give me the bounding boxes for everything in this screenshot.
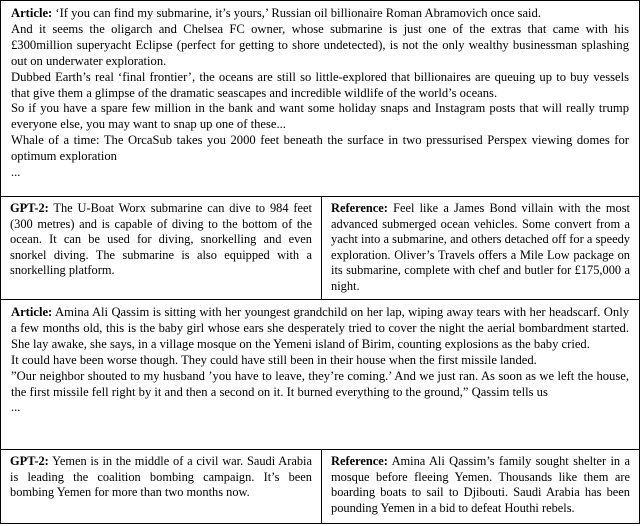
article-label: Article: [11, 6, 53, 20]
example-2-article [1, 300, 639, 450]
reference-summary [322, 450, 639, 523]
article-label: Article: [11, 305, 53, 319]
example-2-summaries [1, 450, 639, 523]
gpt2-label: GPT-2: [10, 201, 49, 215]
article-paragraph: Whale of a time: The OrcaSub takes you 2000 feet beneath the surface in two pressurised Perspex viewing domes for optimum exploration [11, 133, 629, 164]
gpt2-text: Yemen is in the middle of a civil war. Saudi Arabia is leading the coalition bombing campaign. It’s been bombing Yemen for more than two months now. [10, 454, 312, 500]
article-paragraph: It could have been worse though. They could have still been in their house when the first missile landed. [11, 352, 537, 367]
article-ellipsis: ... [11, 400, 21, 415]
gpt2-text: The U-Boat Worx submarine can dive to 984 feet (300 metres) and is capable of diving to the bottom of the ocean. It can be used for diving, snorkelling and even snorkel diving. The submarine is also equipped with a snorkelling platform. [10, 201, 312, 278]
article-paragraph: Article: ‘If you can find my submarine, it’s yours,’ Russian oil billionaire Roman Abramovich once said. [11, 6, 541, 20]
gpt2-summary [1, 197, 322, 299]
example-1-article [1, 1, 639, 197]
example-1-summaries [1, 197, 639, 300]
article-paragraph: And it seems the oligarch and Chelsea FC owner, whose submarine is just one of the extras that came with his £300million superyacht Eclipse (perfect for getting to shore undetected), is not the only wealthy businessman splashing out on underwater exploration. [11, 21, 629, 68]
article-ellipsis: ... [11, 165, 21, 180]
reference-text: Feel like a James Bond villain with the most advanced submerged ocean vehicles. Some convert from a yacht into a submarine, and others detached off for a speedy exploration. Oliver’s Travels offers a Mile Low package on its submarine, complete with chef and butler for £175,000 a night. [331, 201, 630, 293]
reference-text: Amina Ali Qassim’s family sought shelter in a mosque before fleeing Yemen. Thousands like them are boarding boats to sail to Djibouti. Saudi Arabia has been pounding Yemen in a bid to defeat Houthi rebels. [331, 454, 630, 515]
gpt2-label: GPT-2: [10, 454, 49, 468]
gpt2-summary [1, 450, 322, 523]
article-paragraph: So if you have a spare few million in the bank and want some holiday snaps and Instagram posts that will really trump everyone else, you may want to snap up one of these... [11, 101, 629, 132]
reference-summary [322, 197, 639, 299]
reference-label: Reference: [331, 454, 388, 468]
article-paragraph: Article: Amina Ali Qassim is sitting with her youngest grandchild on her lap, wiping away tears with her headscarf. Only a few months old, this is the baby girl whose ears she desperately tried to cover the night the aerial bombardment started. She lay awake, she says, in a village mosque on the Yemeni island of Birim, counting explosions as the baby cried. [11, 305, 629, 351]
article-paragraph: ”Our neighbor shouted to my husband ’you have to leave, they’re coming.’ And we just ran. As soon as we left the house, the first missile fell right by it and then a second on it. It burned everything to the ground,” Qassim tells us [11, 368, 629, 399]
article-paragraph: Dubbed Earth’s real ‘final frontier’, the oceans are still so little-explored that billionaires are queuing up to buy vessels that give them a glimpse of the dramatic seascapes and incredible wildlife of the world’s oceans. [11, 69, 629, 100]
reference-label: Reference: [331, 201, 388, 215]
